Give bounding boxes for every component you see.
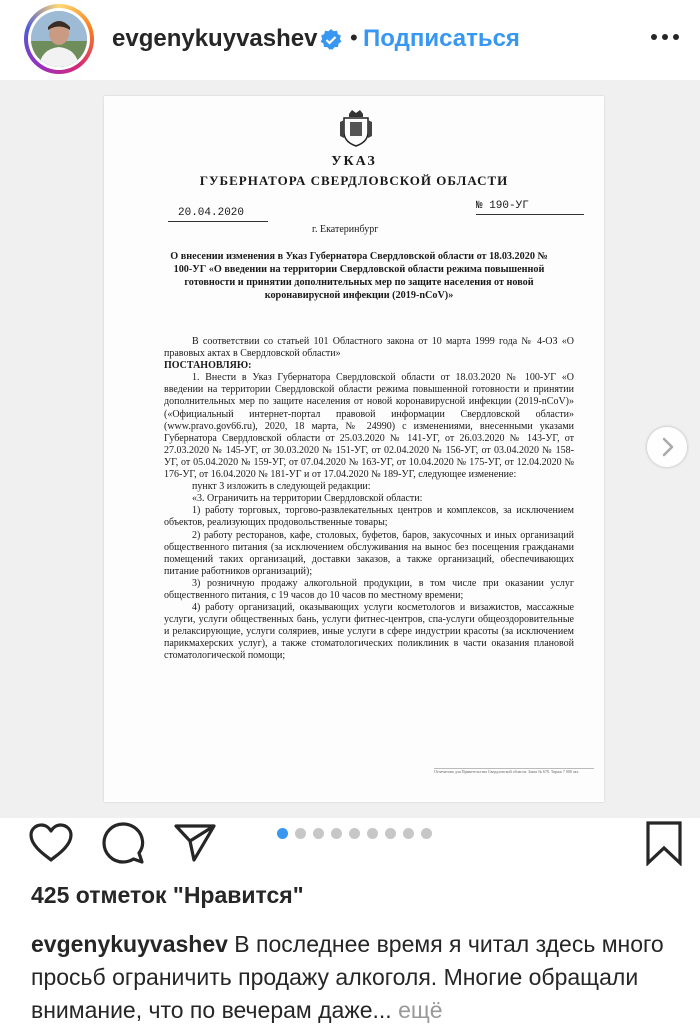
coat-of-arms-icon [339,108,373,148]
comment-icon[interactable] [100,820,146,866]
username-link[interactable]: evgenykuyvashev [112,25,318,52]
more-link[interactable]: ещё [398,997,443,1023]
document-city: г. Екатеринбург [312,224,379,235]
document-paragraph: В соответствии со статьей 101 Областного закона от 10 марта 1999 года № 4-ОЗ «О правовых актах в Свердловской области» [164,336,574,360]
document-paragraph: ПОСТАНОВЛЯЮ: [164,360,252,372]
document-paragraph: 1. Внести в Указ Губернатора Свердловской области от 18.03.2020 № 100-УГ «О введении на территории Свердловской области режима повышенной готовности и принятии дополнительных мер по защите населения от новой коронавирусной инфекции (2019-nCoV)» («Официальный интернет-портал правовой информации Свердловской области» (www.pravo.gov66.ru), 2020, 18 марта, № 24990) с изменениями, внесенными указами Губернатора Свердловской области от 25.03.2020 № 141-УГ, от 26.03.2020 № 143-УГ, от 27.03.2020 № 145-УГ, от 30.03.2020 № 151-УГ, от 02.04.2020 № 156-УГ, от 03.04.2020 № 158-УГ, от 05.04.2020 № 159-УГ, от 07.04.2020 № 163-УГ, от 10.04.2020 № 175-УГ, от 12.04.2020 № 176-УГ, от 16.04.2020 № 181-УГ и от 17.04.2020 № 189-УГ, следующее изменение: [164,372,574,481]
date-underline [168,221,268,222]
verified-badge-icon [319,28,343,52]
document-body [164,336,574,663]
carousel-dot [331,828,342,839]
heart-icon[interactable] [28,822,74,864]
document-footer: Отпечатано для Правительства Свердловской области. Заказ № 678. Тираж 7 000 экз. [434,768,594,774]
carousel-dot [349,828,360,839]
avatar[interactable] [24,4,94,74]
avatar-photo [31,11,87,67]
caption-text: В последнее время я читал здесь много просьб ограничить продажу алкоголя. Многие обращали внимание, что по вечерам даже... [31,931,664,1023]
document-paragraph: 3) розничную продажу алкогольной продукции, в том числе при оказании услуг общественного питания, с 19 часов до 10 часов по местному времени; [164,577,574,601]
avatar-frame [28,8,90,70]
carousel-dot [277,828,288,839]
likes-count[interactable]: 425 отметок "Нравится" [31,882,304,908]
document-paragraph: 1) работу торговых, торгово-развлекательных центров и комплексов, за исключением объектов, реализующих продовольственные товары; [164,505,574,529]
follow-button[interactable]: Подписаться [363,25,520,52]
carousel-next-button[interactable] [647,427,687,467]
carousel-dot [367,828,378,839]
carousel-dot [403,828,414,839]
number-underline [476,214,584,215]
chevron-right-icon [647,427,687,467]
document-title: УКАЗ [331,154,377,169]
carousel-dot [313,828,324,839]
more-dots-icon[interactable] [651,34,681,42]
separator-dot: • [350,25,358,50]
bookmark-icon[interactable] [644,820,684,866]
post-header [0,0,700,80]
post-image[interactable] [0,80,700,818]
document-heading: О внесении изменения в Указ Губернатора Свердловской области от 18.03.2020 № 100-УГ «О введении на территории Свердловской области режима повышенной готовности и принятии дополнительных мер по защите населения от новой коронавирусной инфекции (2019-nCoV)» [170,251,548,301]
paper-plane-icon[interactable] [172,822,218,864]
carousel-dot [385,828,396,839]
carousel-dot [295,828,306,839]
caption-username[interactable]: evgenykuyvashev [31,931,228,957]
document-page [104,96,604,802]
document-date: 20.04.2020 [178,207,245,219]
document-number: № 190-УГ [476,200,529,212]
document-subtitle: ГУБЕРНАТОРА СВЕРДЛОВСКОЙ ОБЛАСТИ [199,173,509,188]
document-paragraph: 4) работу организаций, оказывающих услуги косметологов и визажистов, массажные услуги, услуги общественных бань, услуги фитнес-центров, спа-услуги общеоздоровительные и релаксирующие, услуги соляриев, иные услуги в сфере индустрии красоты (за исключением парикмахерских услуг), а также стоматологических поликлиник в части оказания плановой стоматологической помощи; [164,602,574,662]
document-paragraph: 2) работу ресторанов, кафе, столовых, буфетов, баров, закусочных и иных организаций общественного питания (за исключением обслуживания на вынос без посещения гражданами помещений таких организаций, доставки заказов, а также организаций, обеспечивающих питание работников организаций); [164,529,574,577]
document-paragraph: «3. Ограничить на территории Свердловской области: [192,493,423,505]
post-caption [31,928,671,1027]
carousel-dot [421,828,432,839]
document-paragraph: пункт 3 изложить в следующей редакции: [192,481,371,493]
